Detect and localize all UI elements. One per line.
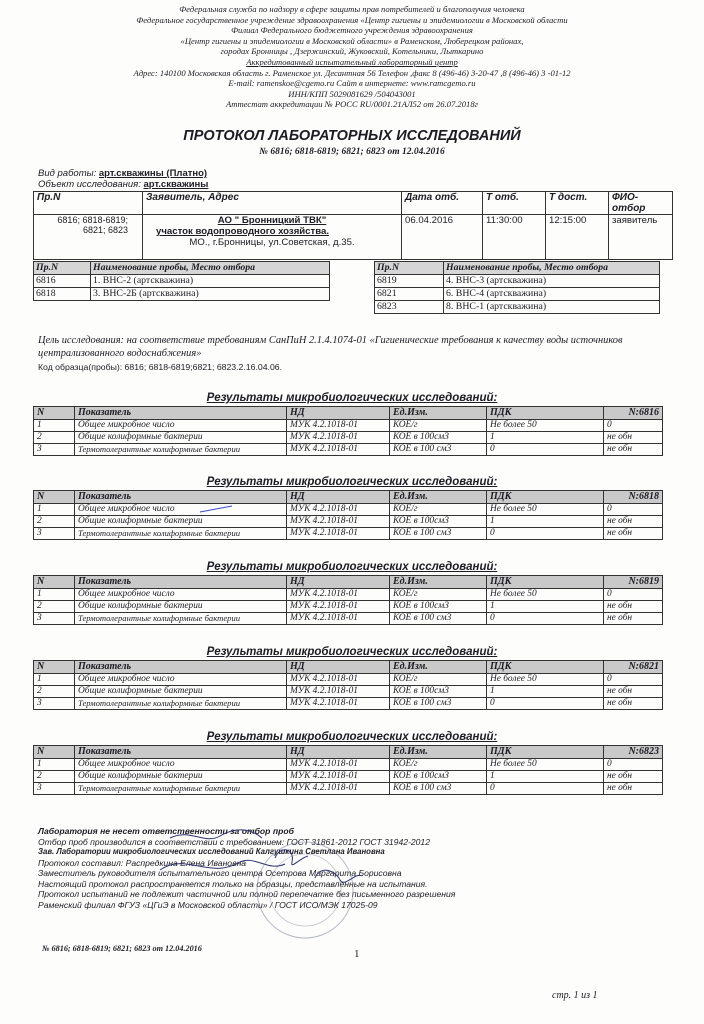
table-cell: 3 <box>34 613 75 625</box>
table-cell: КОЕ/г <box>390 674 487 686</box>
table-cell: МУК 4.2.1018-01 <box>287 613 390 625</box>
table-cell: МУК 4.2.1018-01 <box>287 420 390 432</box>
results-title: Результаты микробиологических исследований: <box>206 561 498 573</box>
sampler: заявитель <box>609 215 673 260</box>
table-cell: 3 <box>34 698 75 710</box>
page-title: ПРОТОКОЛ ЛАБОРАТОРНЫХ ИССЛЕДОВАНИЙ <box>183 128 521 144</box>
results-title: Результаты микробиологических исследований: <box>206 476 498 488</box>
results-title: Результаты микробиологических исследований: <box>206 392 498 404</box>
table-cell: 0 <box>604 759 663 771</box>
col-header: Наименование пробы, Место отбора <box>91 262 330 275</box>
table-cell: 0 <box>487 528 604 540</box>
table-cell: МУК 4.2.1018-01 <box>287 504 390 516</box>
header-line: городах Бронницы , Дзержинский, Жуковский, Котельники, Лыткарино <box>220 46 484 57</box>
work-value: арт.скважины (Платно) <box>98 168 208 179</box>
footer-line: Протокол испытаний не подлежит частичной или полной перепечатке без письменного разрешения <box>38 889 456 899</box>
table-cell: 1 <box>487 432 604 444</box>
pr-numbers: 6816; 6818-6819; 6821; 6823 <box>34 215 143 260</box>
table-cell: 0 <box>487 698 604 710</box>
table-cell: КОЕ в 100 см3 <box>390 444 487 456</box>
table-cell: МУК 4.2.1018-01 <box>287 686 390 698</box>
table-cell: МУК 4.2.1018-01 <box>287 589 390 601</box>
col-header: ПДК <box>487 576 604 589</box>
table-cell: Общее микробное число <box>75 589 287 601</box>
col-header: Ед.Изм. <box>390 576 487 589</box>
page-number: 1 <box>354 948 360 960</box>
table-cell: КОЕ в 100см3 <box>390 601 487 613</box>
table-cell: Общие колиформные бактерии <box>75 601 287 613</box>
col-header: Показатель <box>75 407 287 420</box>
table-cell: Не более 50 <box>487 759 604 771</box>
sample-name: 6. ВНС-4 (артскважина) <box>444 288 660 301</box>
header-line: Адрес: 140100 Московская область г. Раменское ул. Десантная 56 Телефон ,факс 8 (496-46) 3-20-47 ,8 (496-46) 3 -01-12 <box>133 67 571 78</box>
table-cell: Не более 50 <box>487 420 604 432</box>
table-cell: КОЕ в 100 см3 <box>390 613 487 625</box>
col-header: Пр.N <box>34 262 91 275</box>
footer-line: Раменский филиал ФГУЗ «ЦГиЭ в Московской области» / ГОСТ ИСО/МЭК 17025-09 <box>38 899 378 910</box>
protocol-number: № 6816; 6818-6819; 6821; 6823 от 12.04.2016 <box>259 147 445 157</box>
footer-line: Отбор проб производился в соответствии с требованием: ГОСТ 31861-2012 ГОСТ 31942-2012 <box>38 836 430 847</box>
table-cell: Общее микробное число <box>75 504 287 516</box>
col-header: Дата отб. <box>402 192 483 215</box>
results-title: Результаты микробиологических исследований: <box>206 731 498 743</box>
header-line: ИНН/КПП 5029081629 /504043001 <box>288 88 416 99</box>
sample-time: 11:30:00 <box>483 215 546 260</box>
table-cell: Термотолерантные колиформные бактерии <box>75 444 287 456</box>
table-cell: не обн <box>604 528 663 540</box>
page-count: стр. 1 из 1 <box>552 990 598 1001</box>
table-cell: Термотолерантные колиформные бактерии <box>75 783 287 795</box>
col-header: Показатель <box>75 746 287 759</box>
table-cell: Общее микробное число <box>75 674 287 686</box>
table-cell: Общее микробное число <box>75 759 287 771</box>
table-cell: КОЕ в 100см3 <box>390 686 487 698</box>
delivery-time: 12:15:00 <box>546 215 609 260</box>
table-cell: 2 <box>34 432 75 444</box>
table-cell: Термотолерантные колиформные бактерии <box>75 698 287 710</box>
sample-name: 4. ВНС-3 (артскважина) <box>444 275 660 288</box>
table-cell: МУК 4.2.1018-01 <box>287 601 390 613</box>
header-line: Аккредитованный испытательный лабораторный центр <box>246 56 458 67</box>
col-header: N <box>34 576 75 589</box>
table-cell: МУК 4.2.1018-01 <box>287 771 390 783</box>
table-cell: КОЕ в 100 см3 <box>390 528 487 540</box>
col-header: НД <box>287 491 390 504</box>
col-header: Показатель <box>75 576 287 589</box>
table-cell: Не более 50 <box>487 504 604 516</box>
table-cell: 1 <box>487 771 604 783</box>
sample-code: Код образца(пробы): 6816; 6818-6819;6821; 6823.2.16.04.06. <box>38 362 283 372</box>
col-header: Наименование пробы, Место отбора <box>444 262 660 275</box>
col-header: НД <box>287 661 390 674</box>
table-cell: МУК 4.2.1018-01 <box>287 432 390 444</box>
footer-line: Настоящий протокол распространяется только на образцы, представленные на испытания. <box>38 878 428 889</box>
footer-line: Заместитель руководителя испытательного центра Осетрова Маргарита Борисовна <box>38 868 402 878</box>
col-header: ПДК <box>487 746 604 759</box>
footer-line: Протокол составил: Распредкина Елена Ивановна <box>38 857 247 868</box>
sample-name: 1. ВНС-2 (артскважина) <box>91 275 330 288</box>
sample-name: 3. ВНС-2Б (артскважина) <box>91 288 330 301</box>
table-cell: МУК 4.2.1018-01 <box>287 759 390 771</box>
col-header: НД <box>287 576 390 589</box>
work-label: Вид работы: <box>38 168 97 179</box>
sample-name: 8. ВНС-1 (артскважина) <box>444 301 660 314</box>
object-label: Объект исследования: <box>38 179 141 190</box>
table-cell: Общее микробное число <box>75 420 287 432</box>
header-line: Филиал Федерального бюджетного учреждения здравоохранения <box>231 25 473 36</box>
table-cell: КОЕ/г <box>390 589 487 601</box>
table-cell: 0 <box>604 504 663 516</box>
table-cell: не обн <box>604 783 663 795</box>
col-header: ПДК <box>487 407 604 420</box>
table-cell: 1 <box>34 504 75 516</box>
table-cell: 1 <box>34 759 75 771</box>
table-cell: не обн <box>604 698 663 710</box>
table-cell: 0 <box>604 420 663 432</box>
table-cell: МУК 4.2.1018-01 <box>287 698 390 710</box>
col-header: ПДК <box>487 661 604 674</box>
table-cell: КОЕ в 100см3 <box>390 432 487 444</box>
table-cell: Не более 50 <box>487 589 604 601</box>
sample-id: 6819 <box>375 275 444 288</box>
table-cell: Общие колиформные бактерии <box>75 686 287 698</box>
table-cell: не обн <box>604 771 663 783</box>
sample-id: 6818 <box>34 288 91 301</box>
header-line: Аттестат аккредитации № РОСС RU/0001.21АЛ52 от 26.07.2018г <box>226 99 478 110</box>
header-line: «Центр гигиены и эпидемиологии в Московской области» в Раменском, Люберецком районах, <box>180 35 524 46</box>
table-cell: 2 <box>34 516 75 528</box>
table-cell: не обн <box>604 601 663 613</box>
col-header: N:6818 <box>604 491 663 504</box>
table-cell: 1 <box>487 686 604 698</box>
table-cell: 1 <box>487 516 604 528</box>
table-cell: 1 <box>34 674 75 686</box>
table-cell: Общие колиформные бактерии <box>75 771 287 783</box>
col-header: Ед.Изм. <box>390 407 487 420</box>
col-header: N:6816 <box>604 407 663 420</box>
col-header: Т отб. <box>483 192 546 215</box>
col-header: N <box>34 661 75 674</box>
table-cell: не обн <box>604 516 663 528</box>
table-cell: Общие колиформные бактерии <box>75 432 287 444</box>
results-title: Результаты микробиологических исследований: <box>206 646 498 658</box>
col-header: N:6823 <box>604 746 663 759</box>
footer-line: Лаборатория не несет ответственности за отбор проб <box>38 826 294 836</box>
table-cell: Не более 50 <box>487 674 604 686</box>
table-cell: 2 <box>34 771 75 783</box>
col-header: N <box>34 407 75 420</box>
table-cell: КОЕ в 100см3 <box>390 771 487 783</box>
table-cell: Общие колиформные бактерии <box>75 516 287 528</box>
table-cell: 0 <box>604 674 663 686</box>
table-cell: не обн <box>604 686 663 698</box>
table-cell: не обн <box>604 432 663 444</box>
applicant-address: МО., г.Бронницы, ул.Советская, д.35. <box>189 237 355 248</box>
table-cell: КОЕ в 100см3 <box>390 516 487 528</box>
table-cell: 2 <box>34 686 75 698</box>
sample-date: 06.04.2016 <box>402 215 483 260</box>
sample-id: 6823 <box>375 301 444 314</box>
col-header: Ед.Изм. <box>390 661 487 674</box>
sample-id: 6821 <box>375 288 444 301</box>
bottom-reference: № 6816; 6818-6819; 6821; 6823 от 12.04.2016 <box>42 944 202 953</box>
table-cell: МУК 4.2.1018-01 <box>287 528 390 540</box>
table-cell: не обн <box>604 613 663 625</box>
table-cell: КОЕ/г <box>390 420 487 432</box>
col-header: Т дост. <box>546 192 609 215</box>
table-cell: 2 <box>34 601 75 613</box>
col-header: Ед.Изм. <box>390 746 487 759</box>
table-cell: КОЕ/г <box>390 759 487 771</box>
table-cell: 0 <box>487 783 604 795</box>
table-cell: 3 <box>34 444 75 456</box>
col-header: НД <box>287 746 390 759</box>
table-cell: МУК 4.2.1018-01 <box>287 444 390 456</box>
research-goal: Цель исследования: на соответствие требованиям СанПиН 2.1.4.1074-01 «Гигиенические требования к качеству воды источников централизованного водоснабжения» <box>38 335 623 359</box>
col-header: N <box>34 491 75 504</box>
table-cell: МУК 4.2.1018-01 <box>287 674 390 686</box>
table-cell: КОЕ в 100 см3 <box>390 698 487 710</box>
col-header: Пр.N <box>375 262 444 275</box>
table-cell: КОЕ в 100 см3 <box>390 783 487 795</box>
header-line: E-mail: ramenskoe@cgemo.ru Сайт в интернете: www.ramcgemo.ru <box>228 78 476 89</box>
table-cell: МУК 4.2.1018-01 <box>287 516 390 528</box>
table-cell: 0 <box>487 613 604 625</box>
footer-line: Зав. Лаборатории микробиологических исследований Калгушкина Светлана Ивановна <box>38 847 385 856</box>
applicant-unit: участок водопроводного хозяйства. <box>156 226 329 237</box>
sample-id: 6816 <box>34 275 91 288</box>
table-cell: Термотолерантные колиформные бактерии <box>75 528 287 540</box>
table-cell: 3 <box>34 528 75 540</box>
table-cell: 1 <box>34 589 75 601</box>
col-header: N <box>34 746 75 759</box>
table-cell: Термотолерантные колиформные бактерии <box>75 613 287 625</box>
col-header: НД <box>287 407 390 420</box>
applicant-name: АО " Бронницкий ТВК" <box>217 215 327 226</box>
col-header: Заявитель, Адрес <box>143 192 402 215</box>
col-header: ФИО-отбор <box>609 192 673 215</box>
col-header: Показатель <box>75 661 287 674</box>
col-header: N:6819 <box>604 576 663 589</box>
col-header: Ед.Изм. <box>390 491 487 504</box>
object-value: арт.скважины <box>143 179 209 190</box>
table-cell: 0 <box>604 589 663 601</box>
col-header: Пр.N <box>34 192 143 215</box>
header-line: Федеральная служба по надзору в сфере защиты прав потребителей и благополучия человека <box>179 4 525 14</box>
col-header: N:6821 <box>604 661 663 674</box>
table-cell: КОЕ/г <box>390 504 487 516</box>
table-cell: 3 <box>34 783 75 795</box>
col-header: ПДК <box>487 491 604 504</box>
col-header: Показатель <box>75 491 287 504</box>
table-cell: 0 <box>487 444 604 456</box>
table-cell: не обн <box>604 444 663 456</box>
table-cell: 1 <box>34 420 75 432</box>
header-line: Федеральное государственное учреждение здравоохранения «Центр гигиены и эпидемиологии в Московской области <box>136 14 568 25</box>
table-cell: МУК 4.2.1018-01 <box>287 783 390 795</box>
table-cell: 1 <box>487 601 604 613</box>
